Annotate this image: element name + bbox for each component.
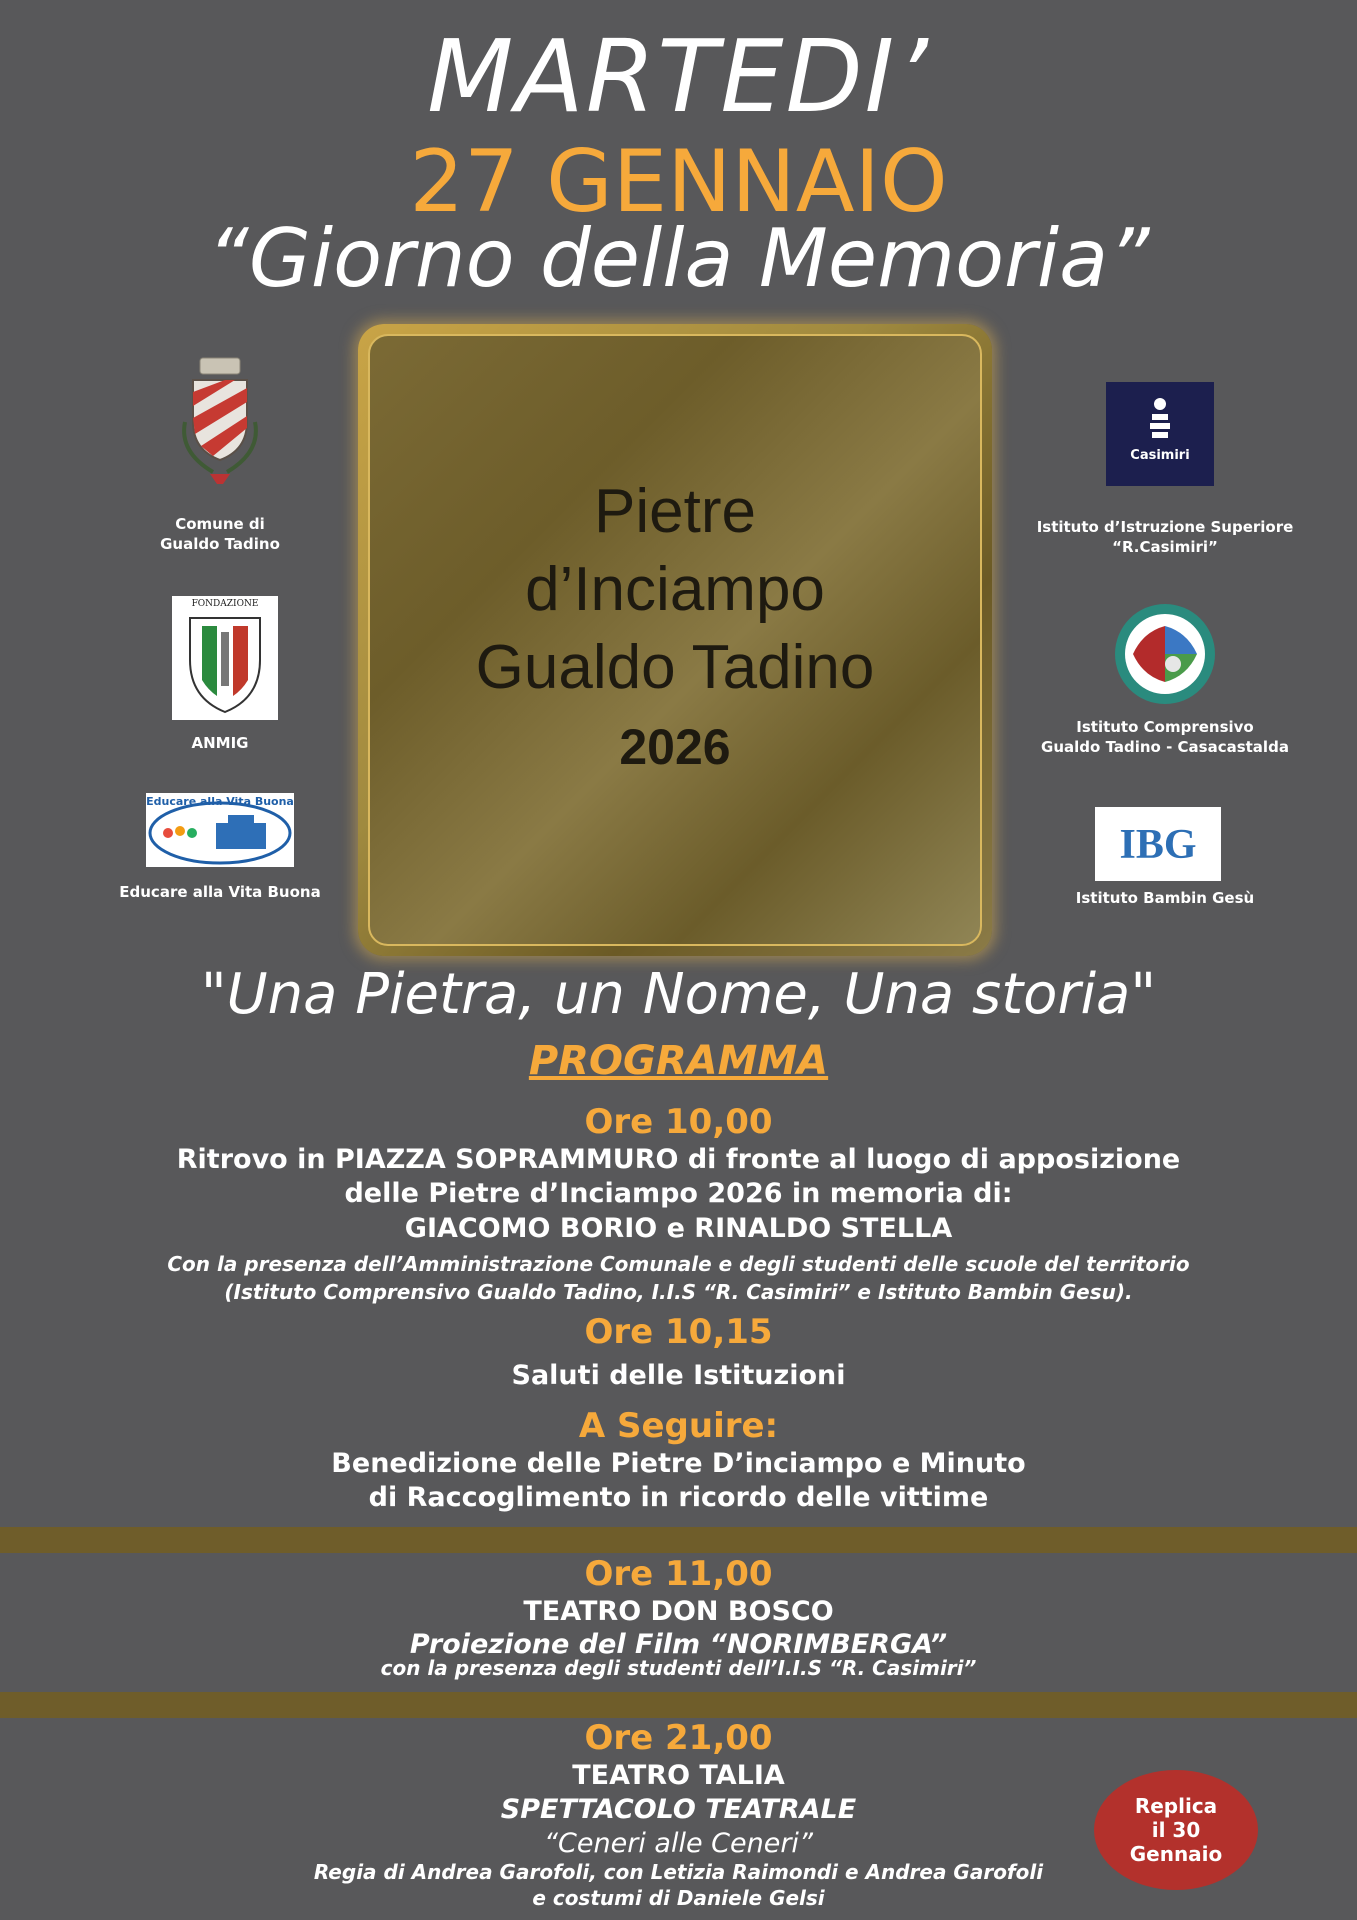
divider-band-1 (0, 1527, 1357, 1553)
educare-logo (146, 793, 294, 867)
replica-line3: Gennaio (1129, 1842, 1223, 1866)
t5-line3: Regia di Andrea Garofoli, con Letizia Raimondi e Andrea Garofoli (313, 1860, 1044, 1884)
time-10-15: Ore 10,15 (584, 1312, 773, 1352)
plaque-year: 2026 (619, 719, 731, 775)
t5-place: TEATRO TALIA (572, 1760, 785, 1791)
day-title: MARTEDI’ (427, 18, 930, 135)
plaque-line-2: d’Inciampo (525, 555, 825, 624)
ibg-logo (1095, 807, 1221, 881)
educare-logo-text: Educare alla Vita Buona (146, 795, 294, 808)
educare-label: Educare alla Vita Buona (119, 883, 321, 901)
t1-line2: delle Pietre d’Inciampo 2026 in memoria di: (344, 1178, 1013, 1209)
t1-line1: Ritrovo in PIAZZA SOPRAMMURO di fronte al luogo di apposizione (176, 1144, 1181, 1175)
anmig-logo-text: FONDAZIONE (191, 599, 259, 609)
stumbling-stone-plaque (358, 324, 992, 956)
comune-label (140, 515, 300, 554)
t1-note1: Con la presenza dell’Amministrazione Comunale e degli studenti delle scuole del territorio (167, 1252, 1190, 1276)
t4-line1: Proiezione del Film “NORIMBERGA” (409, 1629, 948, 1660)
anmig-label: ANMIG (191, 734, 249, 752)
replica-line2: il 30 (1151, 1818, 1201, 1842)
casimiri-label (1020, 518, 1310, 557)
t5-line4: e costumi di Daniele Gelsi (532, 1886, 825, 1910)
ibg-label: Istituto Bambin Gesù (1075, 889, 1255, 907)
event-title: “Giorno della Memoria” (207, 212, 1150, 305)
casimiri-label-line2: “R.Casimiri” (1112, 537, 1218, 556)
ic-label-line2: Gualdo Tadino - Casacastalda (1041, 737, 1289, 756)
plaque-line-1: Pietre (594, 477, 756, 546)
istituto-comprensivo-logo (1113, 602, 1217, 706)
comune-crest-logo (165, 352, 275, 512)
istituto-comprensivo-label (1020, 718, 1310, 757)
time-10-00: Ore 10,00 (584, 1102, 773, 1142)
t5-line2: “Ceneri alle Ceneri” (544, 1828, 813, 1859)
t1-note2: (Istituto Comprensivo Gualdo Tadino, I.I.S “R. Casimiri” e Istituto Bambin Gesu). (224, 1280, 1133, 1304)
replica-line1: Replica (1134, 1794, 1218, 1818)
t4-place: TEATRO DON BOSCO (523, 1596, 834, 1627)
t3-line2: di Raccoglimento in ricordo delle vittime (368, 1482, 989, 1513)
t4-line2: con la presenza degli studenti dell’I.I.S “R. Casimiri” (380, 1656, 977, 1680)
t5-line1: SPETTACOLO TEATRALE (500, 1794, 857, 1825)
time-11-00: Ore 11,00 (584, 1554, 773, 1594)
casimiri-logo-text: Casimiri (1130, 448, 1190, 463)
plaque-line-3: Gualdo Tadino (475, 633, 875, 702)
t3-line1: Benedizione delle Pietre D’inciampo e Minuto (331, 1448, 1026, 1479)
ic-label-line1: Istituto Comprensivo (1076, 718, 1254, 736)
t2-line: Saluti delle Istituzioni (511, 1360, 846, 1391)
a-seguire-title: A Seguire: (578, 1406, 779, 1446)
date-title: 27 GENNAIO (409, 132, 948, 232)
replica-badge (1094, 1770, 1258, 1890)
comune-label-line2: Gualdo Tadino (160, 534, 280, 553)
divider-band-2 (0, 1692, 1357, 1718)
anmig-logo (172, 596, 278, 720)
comune-label-line1: Comune di (175, 515, 265, 533)
programma-title: PROGRAMMA (528, 1038, 829, 1084)
t1-names: GIACOMO BORIO e RINALDO STELLA (404, 1213, 953, 1244)
time-21-00: Ore 21,00 (584, 1718, 773, 1758)
casimiri-logo (1106, 382, 1214, 486)
casimiri-label-line1: Istituto d’Istruzione Superiore (1036, 518, 1294, 536)
ibg-logo-text: IBG (1119, 822, 1197, 868)
motto-quote: "Una Pietra, un Nome, Una storia" (200, 962, 1157, 1027)
